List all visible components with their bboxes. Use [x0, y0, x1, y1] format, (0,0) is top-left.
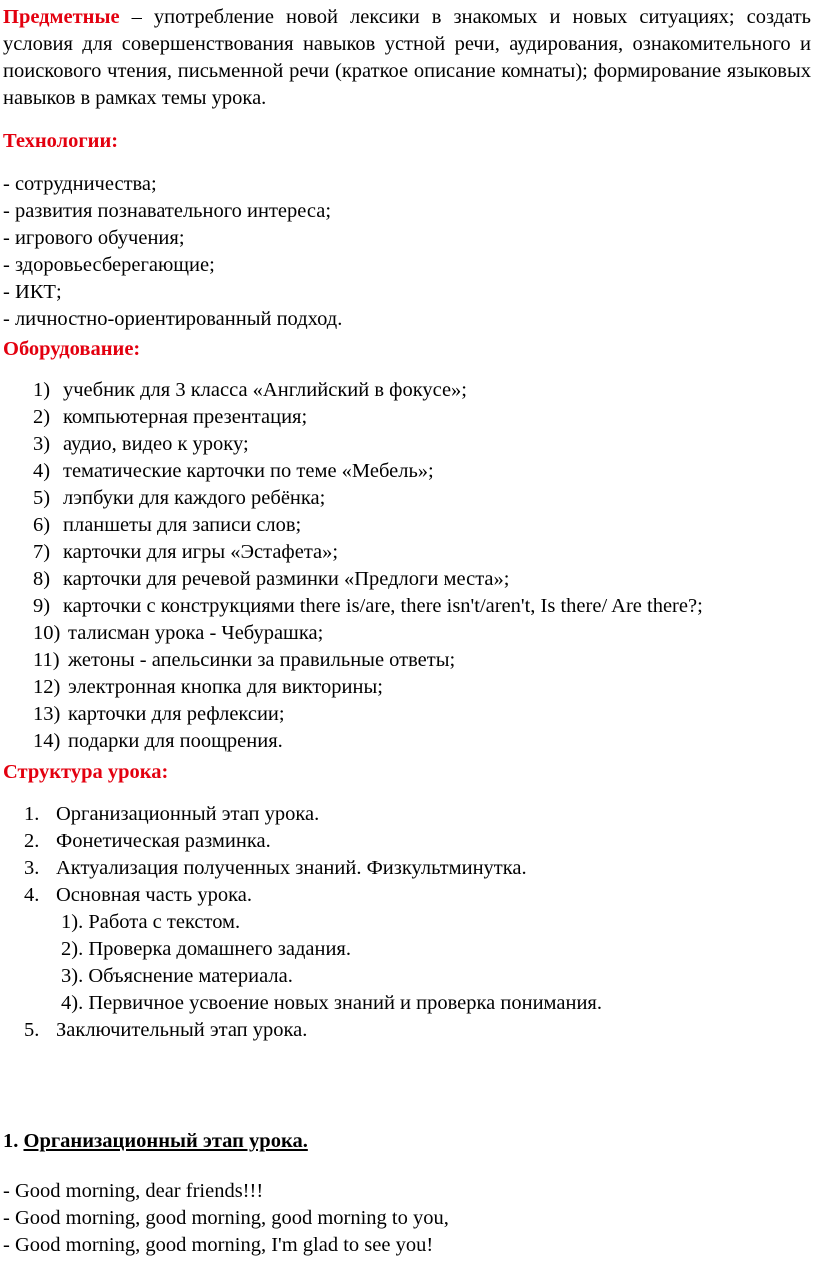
technology-item: - игрового обучения; [3, 227, 185, 249]
equipment-item-number: 4) [33, 460, 51, 482]
equipment-item-text: аудио, видео к уроку; [63, 433, 249, 455]
dialogue-line: - Good morning, good morning, good morning to you, [3, 1207, 449, 1229]
equipment-item-number: 14) [33, 730, 61, 752]
equipment-item [33, 620, 323, 647]
structure-item-text: Заключительный этап урока. [56, 1019, 308, 1041]
equipment-item [33, 728, 283, 755]
structure-subitem: 1). Работа с текстом. [61, 911, 241, 933]
equipment-item-number: 8) [33, 568, 51, 590]
equipment-item [33, 647, 455, 674]
equipment-item [33, 404, 307, 431]
equipment-item-number: 6) [33, 514, 51, 536]
equipment-item-number: 9) [33, 595, 51, 617]
structure-item-number: 3. [24, 857, 40, 879]
equipment-item-text: планшеты для записи слов; [63, 514, 302, 536]
structure-item [24, 882, 252, 909]
technologies-heading: Технологии: [3, 130, 119, 152]
equipment-item [33, 458, 434, 485]
equipment-item [33, 566, 509, 593]
equipment-item-text: подарки для поощрения. [68, 730, 283, 752]
equipment-item-text: талисман урока - Чебурашка; [68, 622, 324, 644]
equipment-item-text: карточки для игры «Эстафета»; [63, 541, 339, 563]
structure-item-text: Фонетическая разминка. [56, 830, 271, 852]
intro-paragraph [3, 4, 811, 112]
technology-item: - сотрудничества; [3, 173, 157, 195]
structure-heading: Структура урока: [3, 761, 169, 783]
equipment-item [33, 593, 703, 620]
equipment-item-number: 13) [33, 703, 61, 725]
structure-item [24, 1017, 307, 1044]
equipment-item-number: 10) [33, 622, 61, 644]
dialogue-line: - Good morning, good morning, I'm glad to see you! [3, 1234, 434, 1256]
technology-item: - здоровьесберегающие; [3, 254, 215, 276]
equipment-item-text: компьютерная презентация; [63, 406, 308, 428]
structure-item [24, 801, 319, 828]
intro-text: – употребление новой лексики в знакомых и новых ситуациях; создать условия для совершенствования навыков устной речи, аудирования, ознакомительного и поискового чтения, письменной речи (краткое описание комнаты); формирование языковых навыков в рамках темы урока. [3, 6, 811, 109]
section-1-title: Организационный этап урока. [23, 1130, 308, 1152]
equipment-item-text: тематические карточки по теме «Мебель»; [63, 460, 434, 482]
equipment-heading: Оборудование: [3, 338, 141, 360]
structure-item-number: 2. [24, 830, 40, 852]
equipment-item-number: 7) [33, 541, 51, 563]
structure-item [24, 855, 527, 882]
structure-item-text: Актуализация полученных знаний. Физкультминутка. [56, 857, 527, 879]
structure-subitem: 3). Объяснение материала. [61, 965, 293, 987]
equipment-item-number: 1) [33, 379, 51, 401]
section-1-heading [3, 1128, 308, 1155]
equipment-item [33, 539, 338, 566]
equipment-item-text: карточки для рефлексии; [68, 703, 285, 725]
structure-item-text: Организационный этап урока. [56, 803, 320, 825]
technology-item: - развития познавательного интереса; [3, 200, 332, 222]
equipment-item-number: 12) [33, 676, 61, 698]
structure-subitem: 4). Первичное усвоение новых знаний и проверка понимания. [61, 992, 602, 1014]
equipment-item [33, 377, 467, 404]
section-1-number: 1. [3, 1130, 19, 1152]
equipment-item [33, 701, 285, 728]
equipment-item [33, 485, 325, 512]
technology-item: - ИКТ; [3, 281, 62, 303]
equipment-item-text: учебник для 3 класса «Английский в фокусе»; [63, 379, 468, 401]
equipment-item [33, 674, 383, 701]
structure-item-number: 4. [24, 884, 40, 906]
equipment-item-text: лэпбуки для каждого ребёнка; [63, 487, 326, 509]
structure-item-number: 5. [24, 1019, 40, 1041]
equipment-item [33, 512, 301, 539]
equipment-item-number: 5) [33, 487, 51, 509]
structure-subitem: 2). Проверка домашнего задания. [61, 938, 351, 960]
structure-item-text: Основная часть урока. [56, 884, 252, 906]
equipment-item-text: электронная кнопка для викторины; [68, 676, 383, 698]
equipment-item-text: карточки с конструкциями there is/are, there isn't/aren't, Is there/ Are there?; [63, 595, 703, 617]
equipment-item [33, 431, 249, 458]
technology-item: - личностно-ориентированный подход. [3, 308, 343, 330]
intro-label: Предметные [3, 6, 120, 28]
equipment-item-text: карточки для речевой разминки «Предлоги места»; [63, 568, 510, 590]
dialogue-line: - Good morning, dear friends!!! [3, 1180, 264, 1202]
equipment-item-number: 11) [33, 649, 60, 671]
structure-item-number: 1. [24, 803, 40, 825]
structure-item [24, 828, 271, 855]
equipment-item-number: 2) [33, 406, 51, 428]
equipment-item-text: жетоны - апельсинки за правильные ответы; [68, 649, 456, 671]
equipment-item-number: 3) [33, 433, 51, 455]
